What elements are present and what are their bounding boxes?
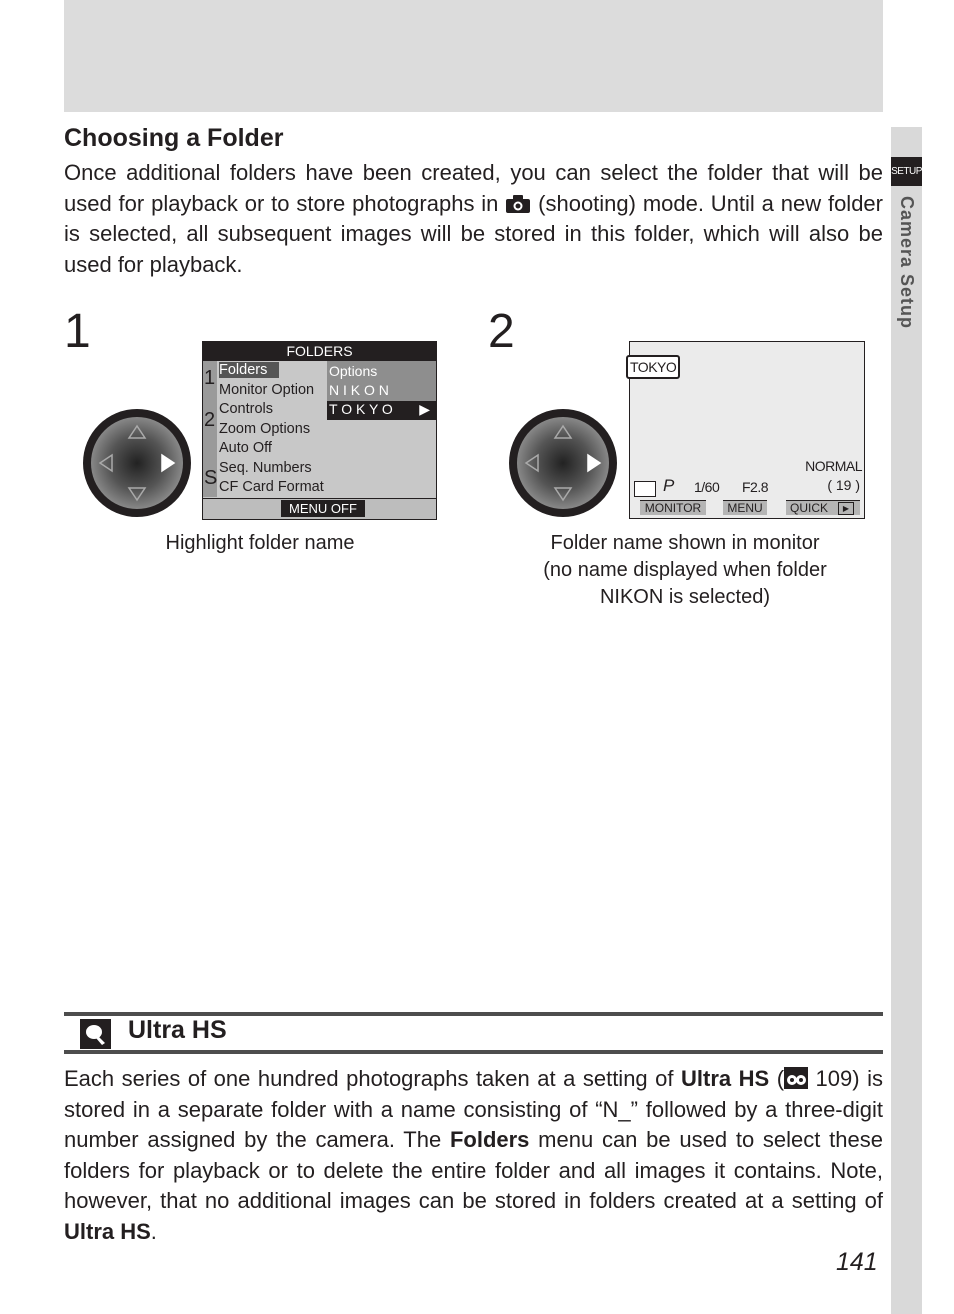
multi-selector-icon (508, 408, 618, 518)
step-1-number: 1 (64, 305, 91, 358)
note-bold: Folders (449, 1127, 530, 1152)
note-title: Ultra HS (128, 1016, 227, 1044)
intro-text-1: Once additional folders have been created, you can select the folder that will be used for playback or to store photographs in (64, 160, 883, 216)
monitor-button-bar (630, 498, 864, 518)
rail-label: S (204, 467, 218, 489)
header-band (64, 0, 883, 112)
menu-page-rail (203, 361, 217, 497)
note-text: ( (776, 1066, 785, 1091)
note-paragraph (64, 1064, 883, 1247)
menu-item-folders[interactable]: Folders (219, 362, 279, 378)
note-bold: Ultra HS (64, 1218, 151, 1244)
arrow-right-icon: ▶ (419, 401, 430, 417)
folders-menu-screen (202, 341, 437, 520)
exposure-mode: P (663, 476, 675, 495)
quick-button-label: QUICK (790, 501, 829, 515)
menu-item[interactable]: Zoom Options (219, 421, 311, 437)
side-tab-label: Camera Setup (897, 196, 917, 330)
caption-line: NIKON is selected) (599, 586, 771, 608)
note-text: menu can be used to select these folders for playback or to delete the entire folder and all images it contains. Note, however, that no additional images can be stored in folders created at a setting of (64, 1127, 883, 1213)
multi-selector-icon (82, 408, 192, 518)
note-bottom-rule (64, 1050, 883, 1054)
option-tokyo[interactable] (327, 401, 436, 420)
play-icon: ▶ (838, 502, 854, 515)
section-title: Choosing a Folder (64, 124, 284, 152)
image-quality: NORMAL (805, 458, 862, 474)
note-text: . (150, 1218, 157, 1244)
tip-icon (80, 1019, 111, 1049)
menu-button[interactable]: MENU (723, 500, 767, 515)
screen-footer (203, 498, 436, 519)
metering-icon (634, 481, 656, 497)
frames-remaining: ( 19 ) (827, 477, 860, 493)
pencil-tip-icon (80, 1019, 111, 1049)
page-number: 141 (836, 1248, 878, 1276)
step-1-caption: Highlight folder name (165, 532, 355, 554)
option-tokyo-label: T O K Y O (329, 401, 393, 417)
caption-line: (no name displayed when folder (543, 559, 827, 581)
menu-item[interactable]: CF Card Format (219, 479, 324, 495)
monitor-screen (629, 341, 865, 519)
step-2-caption (486, 530, 884, 611)
aperture: F2.8 (742, 479, 769, 495)
step-2-number: 2 (488, 305, 515, 358)
option-nikon[interactable]: N I K O N (329, 382, 389, 398)
setup-badge: SETUP (891, 157, 922, 186)
menu-item[interactable]: Monitor Option (219, 382, 315, 398)
camera-icon (505, 194, 531, 214)
intro-paragraph (64, 158, 883, 280)
monitor-button[interactable]: MONITOR (640, 500, 706, 515)
shutter-speed: 1/60 (694, 479, 720, 495)
menu-off-label: MENU OFF (281, 500, 365, 517)
intro-text-2: (shooting) mode. Until a new folder is selected, all subsequent images will be stored in this folder, which will also be used for playback. (64, 190, 883, 277)
menu-item[interactable]: Controls (219, 401, 273, 417)
menu-item[interactable]: Seq. Numbers (219, 460, 312, 476)
rail-label: 1 (204, 367, 216, 389)
options-panel (327, 361, 436, 419)
options-header: Options (329, 363, 378, 379)
folder-name-label: TOKYO (626, 355, 680, 379)
reference-icon (784, 1067, 808, 1089)
note-bold: Ultra HS (681, 1066, 770, 1091)
screen-title: FOLDERS (203, 342, 436, 361)
note-text: 109) is stored in a separate folder with a name consisting of “N_” followed by a three-digit number assigned by the camera. The (64, 1066, 883, 1152)
quick-button[interactable] (786, 500, 860, 515)
menu-item[interactable]: Auto Off (219, 440, 272, 456)
note-text: Each series of one hundred photographs taken at a setting of (64, 1066, 674, 1091)
rail-label: 2 (204, 409, 216, 431)
caption-line: Folder name shown in monitor (550, 532, 820, 554)
